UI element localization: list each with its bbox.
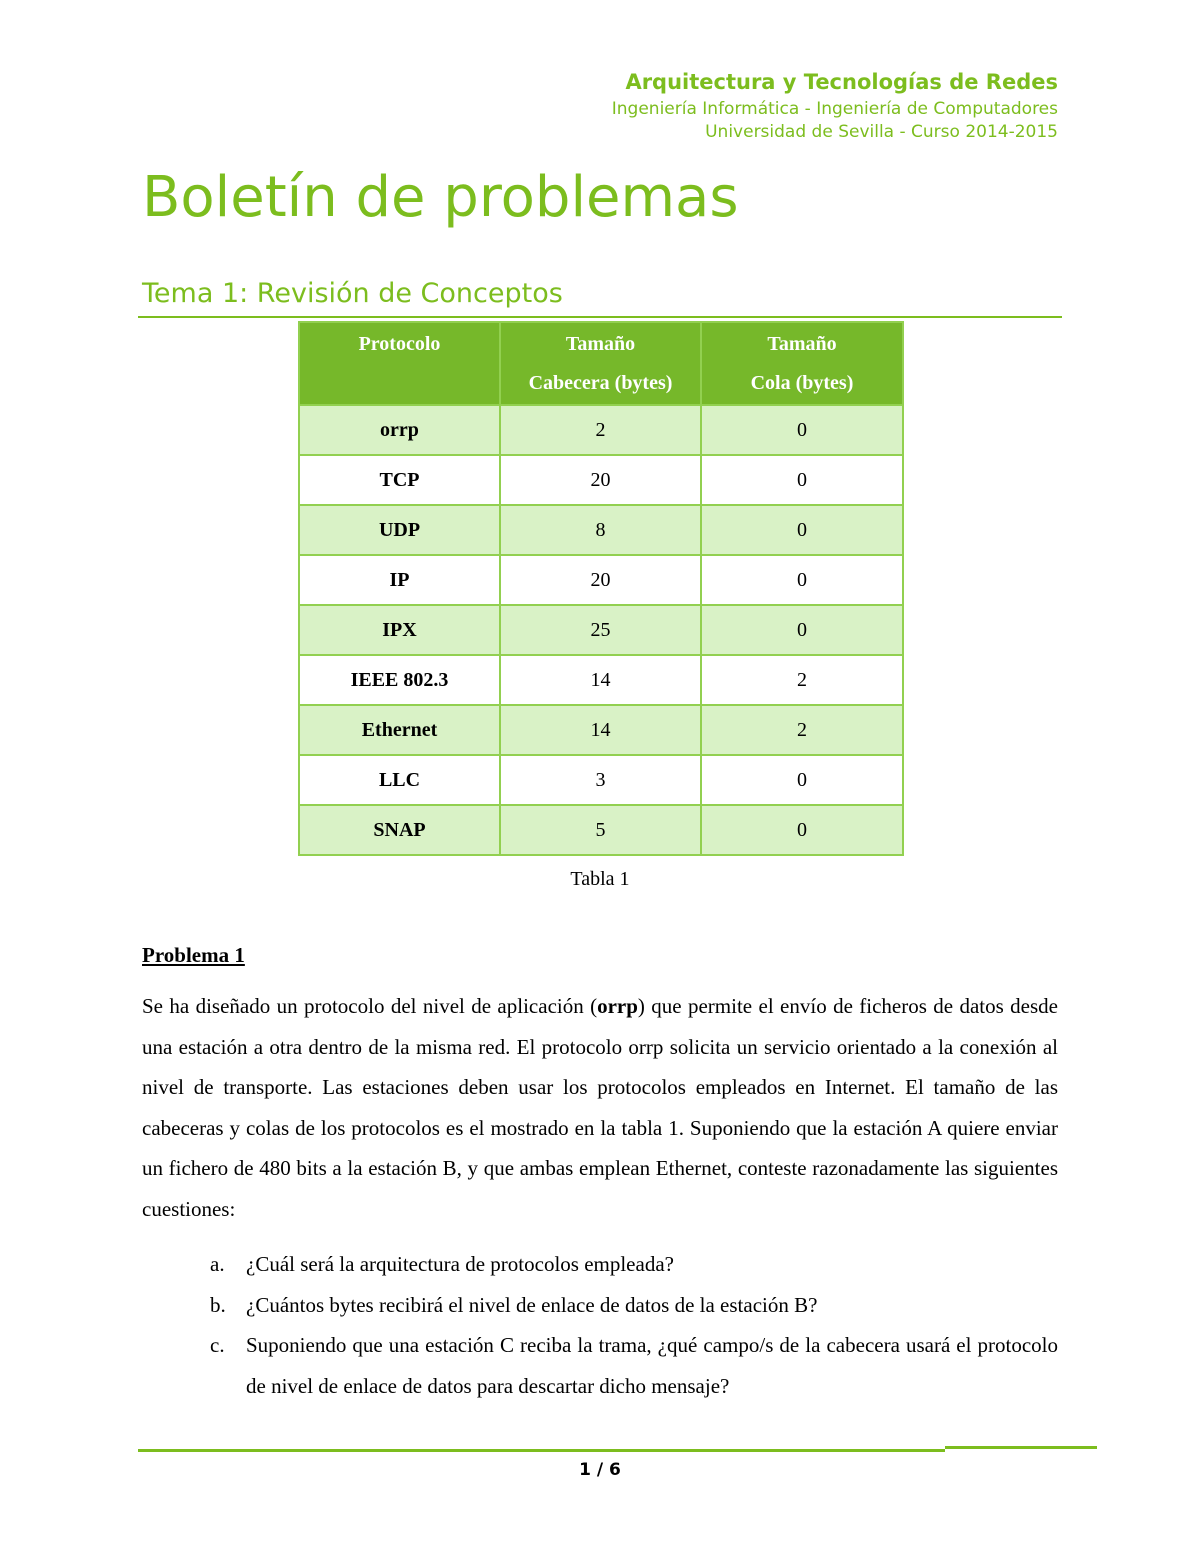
cell-trailer: 0 [701,505,903,555]
university-line: Universidad de Sevilla - Curso 2014-2015 [705,122,1058,142]
question-letter: b. [210,1292,226,1317]
cell-protocol: orrp [299,405,500,455]
footer-divider [138,1449,945,1452]
protocol-table [298,321,904,856]
col-header-header-size: Tamaño Cabecera (bytes) [500,322,701,405]
cell-trailer: 0 [701,605,903,655]
cell-trailer: 2 [701,705,903,755]
cell-protocol: Ethernet [299,705,500,755]
cell-protocol: LLC [299,755,500,805]
question-text: ¿Cuál será la arquitectura de protocolos empleada? [246,1252,674,1276]
question-text: ¿Cuántos bytes recibirá el nivel de enlace de datos de la estación B? [246,1292,818,1317]
table-row [299,605,903,655]
cell-trailer: 0 [701,755,903,805]
cell-header: 8 [500,505,701,555]
question-letter: c. [210,1333,225,1357]
cell-protocol: UDP [299,505,500,555]
col-header-protocol: Protocolo [299,322,500,405]
cell-header: 14 [500,705,701,755]
cell-protocol: IPX [299,605,500,655]
cell-trailer: 0 [701,805,903,855]
footer-divider-accent [945,1446,1097,1449]
cell-trailer: 0 [701,455,903,505]
section-divider [138,316,1062,318]
list-item [142,1244,1058,1285]
problem-title: Problema 1 [142,943,245,967]
cell-trailer: 2 [701,655,903,705]
list-item [142,1285,1058,1326]
table-caption: Tabla 1 [570,868,630,890]
cell-header: 2 [500,405,701,455]
question-list [142,1244,1058,1406]
table-row [299,705,903,755]
col-header-trailer-size: Tamaño Cola (bytes) [701,322,903,405]
cell-protocol: SNAP [299,805,500,855]
cell-trailer: 0 [701,555,903,605]
cell-header: 25 [500,605,701,655]
list-item [142,1325,1058,1406]
table-row [299,755,903,805]
cell-header: 5 [500,805,701,855]
table-row [299,655,903,705]
document-title: Boletín de problemas [142,165,739,230]
section-title: Tema 1: Revisión de Conceptos [142,278,563,309]
cell-header: 20 [500,455,701,505]
cell-trailer: 0 [701,405,903,455]
table-header-row [299,322,903,405]
cell-protocol: IEEE 802.3 [299,655,500,705]
cell-protocol: IP [299,555,500,605]
cell-header: 14 [500,655,701,705]
cell-protocol: TCP [299,455,500,505]
table-row [299,505,903,555]
table-row [299,455,903,505]
table-row [299,805,903,855]
table-row [299,555,903,605]
degree-line: Ingeniería Informática - Ingeniería de Computadores [611,99,1058,119]
protocol-name-bold: orrp [597,994,638,1018]
cell-header: 3 [500,755,701,805]
page-number: 1 / 6 [579,1460,621,1480]
table-row [299,405,903,455]
question-text: Suponiendo que una estación C reciba la trama, ¿qué campo/s de la cabecera usará el protocolo de nivel de enlace de datos para descartar dicho mensaje? [246,1333,1058,1398]
problem-statement: Se ha diseñado un protocolo del nivel de aplicación (orrp) que permite el envío de ficheros de datos desde una estación a otra dentro de la misma red. El protocolo orrp solicita un servicio orientado a la conexión al nivel de transporte. Las estaciones deben usar los protocolos empleados en Internet. El tamaño de las cabeceras y colas de los protocolos es el mostrado en la tabla 1. Suponiendo que la estación A quiere enviar un fichero de 480 bits a la estación B, y que ambas emplean Ethernet, conteste razonadamente las siguientes cuestiones: [142,994,1058,1221]
question-letter: a. [210,1252,225,1276]
course-title: Arquitectura y Tecnologías de Redes [625,70,1058,94]
cell-header: 20 [500,555,701,605]
